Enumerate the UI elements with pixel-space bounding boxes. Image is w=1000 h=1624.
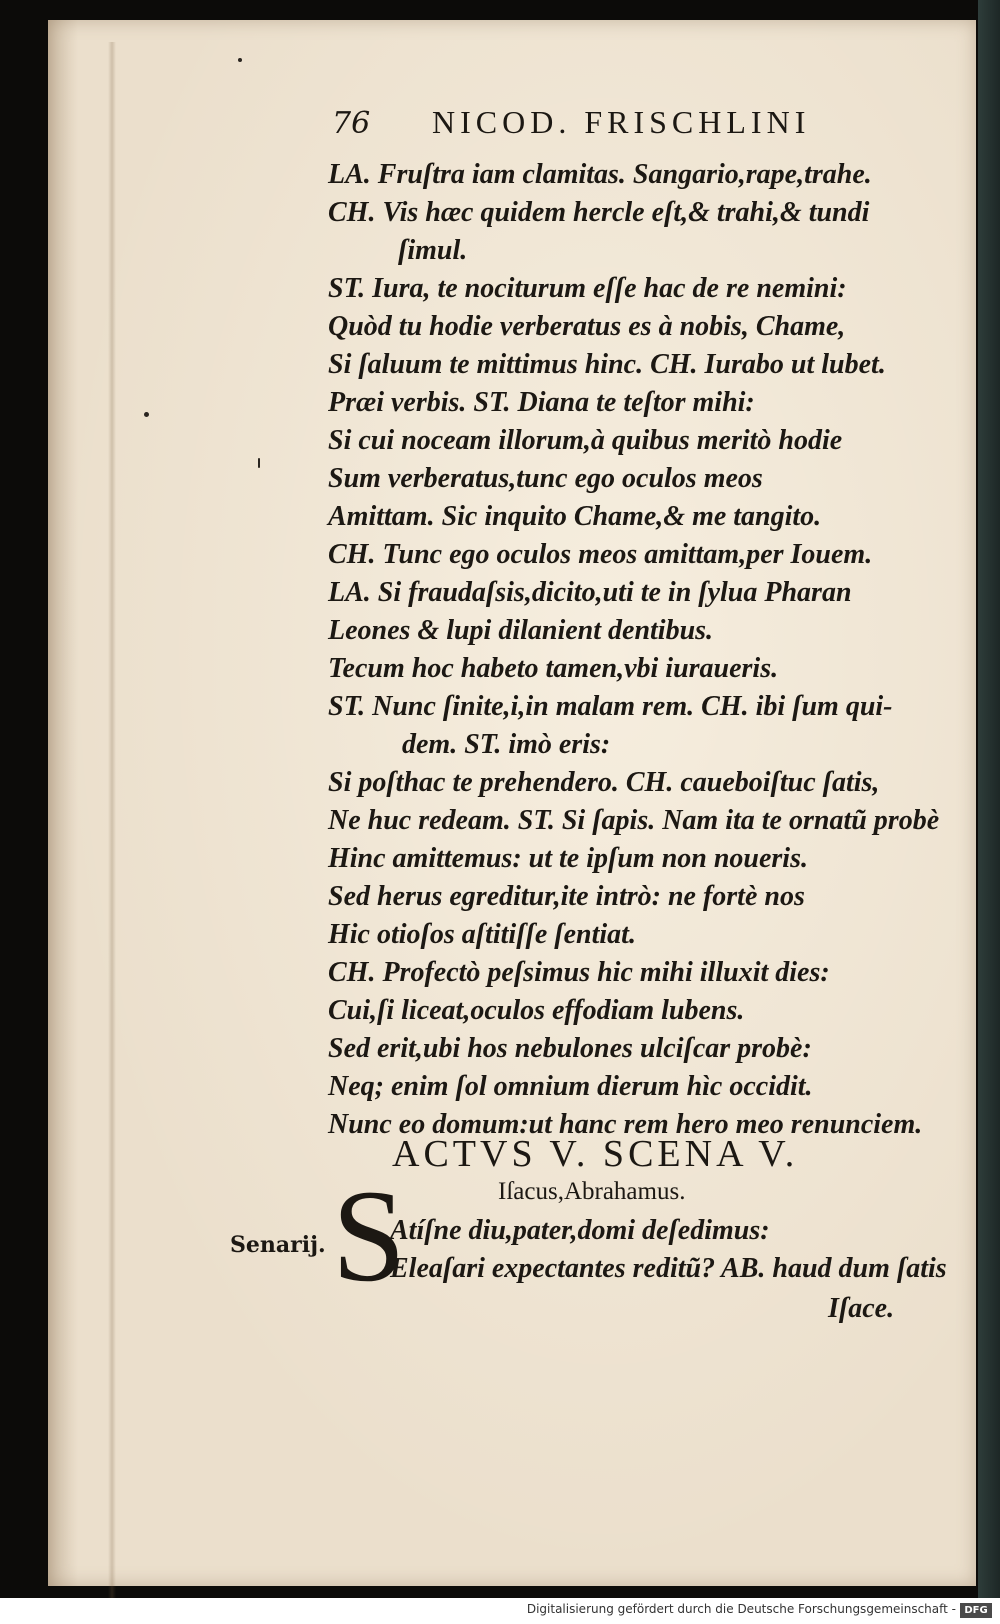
verse-line: CH. Profectò peſsimus hic mihi illuxit dies: (328, 957, 830, 988)
scene-characters: Iſacus,Abrahamus. (498, 1178, 686, 1205)
verse-line: LA. Si fraudaſsis,dicito,uti te in ſylua Pharan (328, 577, 852, 608)
verse-line: ST. Iura, te nociturum eſſe hac de re nemini: (328, 273, 847, 304)
scene-verse-line: Eleaſari expectantes reditũ? AB. haud dum ſatis (390, 1253, 947, 1284)
book-cover-edge (978, 0, 1000, 1600)
verse-line: ST. Nunc ſinite,i,in malam rem. CH. ibi ſum qui- (328, 691, 893, 722)
verse-line: Neq; enim ſol omnium dierum hìc occidit. (328, 1071, 813, 1102)
verse-line: Cui,ſi liceat,oculos effodiam lubens. (328, 995, 745, 1026)
verse-line: CH. Vis hæc quidem hercle eſt,& trahi,& tundi (328, 197, 870, 228)
funding-credit: Digitalisierung gefördert durch die Deutsche Forschungsgemeinschaft - (526, 1602, 956, 1616)
verse-line: Si ſaluum te mittimus hinc. CH. Iurabo ut lubet. (328, 349, 886, 380)
verse-line: Hinc amittemus: ut te ipſum non noueris. (328, 843, 808, 874)
verse-line: Hic otioſos aſtitiſſe ſentiat. (328, 919, 636, 950)
page-number: 76 (332, 106, 371, 141)
verse-line: Nunc eo domum:ut hanc rem hero meo renunciem. (328, 1109, 923, 1140)
margin-note: Senarij. (230, 1232, 326, 1258)
drop-cap-initial: S (332, 1162, 406, 1309)
verse-line: Tecum hoc habeto tamen,vbi iuraueris. (328, 653, 779, 684)
act-scene-heading: ACTVS V. SCENA V. (392, 1133, 799, 1175)
verse-line: Sed herus egreditur,ite intrò: ne fortè nos (328, 881, 805, 912)
verse-line: Præi verbis. ST. Diana te teſtor mihi: (328, 387, 755, 418)
verse-line: Si cui noceam illorum,à quibus meritò hodie (328, 425, 843, 456)
footer-strip (0, 1598, 1000, 1624)
page-gutter-shadow (108, 42, 116, 1602)
dfg-logo: DFG (960, 1603, 992, 1618)
paper-speck (238, 58, 242, 62)
running-title: NICOD. FRISCHLINI (432, 104, 811, 140)
verse-line: dem. ST. imò eris: (402, 729, 611, 760)
verse-line: Leones & lupi dilanient dentibus. (328, 615, 714, 646)
verse-line: Sed erit,ubi hos nebulones ulciſcar probè: (328, 1033, 812, 1064)
scene-verse-line: Iſace. (828, 1293, 895, 1324)
verse-line: ſimul. (398, 235, 468, 266)
scene-verse-line: Atíſne diu,pater,domi deſedimus: (390, 1215, 770, 1246)
verse-line: Si poſthac te prehendero. CH. caueboiſtuc ſatis, (328, 767, 880, 798)
page-header (332, 104, 832, 144)
verse-line: Amittam. Sic inquito Chame,& me tangito. (328, 501, 822, 532)
verse-line: CH. Tunc ego oculos meos amittam,per Iouem. (328, 539, 873, 570)
verse-line: Sum verberatus,tunc ego oculos meos (328, 463, 763, 494)
verse-line: Ne huc redeam. ST. Si ſapis. Nam ita te ornatũ probè (328, 805, 940, 836)
paper-speck (144, 412, 149, 417)
paper-speck (258, 458, 260, 468)
verse-line: Quòd tu hodie verberatus es à nobis, Chame, (328, 311, 846, 342)
verse-line: LA. Fruſtra iam clamitas. Sangario,rape,trahe. (328, 159, 872, 190)
